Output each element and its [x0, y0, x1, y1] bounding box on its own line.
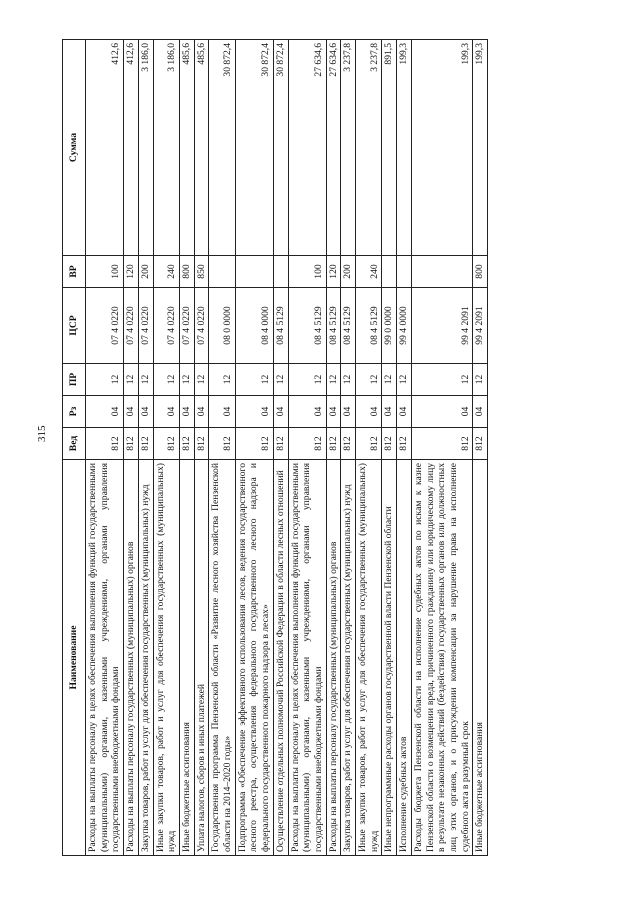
cell-rz: 04: [138, 396, 153, 428]
budget-table-container: [62, 40, 564, 856]
cell-sum: 30 872,4: [235, 40, 273, 256]
cell-sum: 199,3: [397, 40, 412, 256]
cell-vr: [397, 256, 412, 288]
cell-ved: 812: [397, 428, 412, 460]
cell-pr: 12: [341, 364, 356, 396]
cell-name: Осуществление отдельных полномочий Российской Федерации в области лесных отношений: [273, 460, 288, 856]
table-row: [153, 40, 179, 856]
cell-ved: 812: [86, 428, 124, 460]
cell-csr: 07 4 0220: [194, 288, 209, 364]
cell-sum: 27 634,6: [288, 40, 326, 256]
cell-csr: 07 4 0220: [179, 288, 194, 364]
cell-csr: 07 4 0220: [153, 288, 179, 364]
cell-ved: 812: [382, 428, 397, 460]
cell-ved: 812: [341, 428, 356, 460]
cell-sum: 891,5: [382, 40, 397, 256]
cell-pr: 12: [273, 364, 288, 396]
cell-name: Государственная программа Пензенской области «Развитие лесного хозяйства Пензенской области на 2014–2020 годы»: [209, 460, 235, 856]
cell-csr: 08 4 0000: [235, 288, 273, 364]
cell-ved: 812: [124, 428, 139, 460]
cell-name: Расходы на выплаты персоналу государственных (муниципальных) органов: [124, 460, 139, 856]
table-row: [341, 40, 356, 856]
cell-pr: 12: [209, 364, 235, 396]
table-row: [179, 40, 194, 856]
cell-rz: 04: [397, 396, 412, 428]
cell-vr: 100: [86, 256, 124, 288]
cell-vr: [273, 256, 288, 288]
table-row: [138, 40, 153, 856]
header-name: Наименование: [63, 460, 86, 856]
cell-name: Иные бюджетные ассигнования: [473, 460, 488, 856]
cell-sum: 3 186,0: [138, 40, 153, 256]
table-row: [194, 40, 209, 856]
cell-csr: 08 4 5129: [288, 288, 326, 364]
cell-vr: [235, 256, 273, 288]
cell-sum: 199,3: [411, 40, 473, 256]
header-pr: ПР: [63, 364, 86, 396]
cell-ved: 812: [326, 428, 341, 460]
cell-pr: 12: [411, 364, 473, 396]
cell-rz: 04: [179, 396, 194, 428]
cell-ved: 812: [235, 428, 273, 460]
cell-name: Исполнение судебных актов: [397, 460, 412, 856]
cell-ved: 812: [209, 428, 235, 460]
cell-pr: 12: [356, 364, 382, 396]
cell-ved: 812: [473, 428, 488, 460]
cell-name: Подпрограмма «Обеспечение эффективного использования лесов, ведения государственного лесного реестра, осуществления федерального государственного лесного надзора и федерального государственного пожарного надзора в лесах»: [235, 460, 273, 856]
cell-vr: 200: [138, 256, 153, 288]
table-row: [209, 40, 235, 856]
cell-csr: 08 4 5129: [356, 288, 382, 364]
cell-csr: 08 4 5129: [341, 288, 356, 364]
cell-pr: 12: [124, 364, 139, 396]
cell-rz: 04: [473, 396, 488, 428]
cell-sum: 199,3: [473, 40, 488, 256]
table-row: [397, 40, 412, 856]
cell-ved: 812: [194, 428, 209, 460]
cell-rz: 04: [273, 396, 288, 428]
cell-csr: 07 4 0220: [86, 288, 124, 364]
cell-pr: 12: [473, 364, 488, 396]
cell-ved: 812: [356, 428, 382, 460]
cell-rz: 04: [209, 396, 235, 428]
table-row: [235, 40, 273, 856]
cell-rz: 04: [124, 396, 139, 428]
table-header-row: [63, 40, 86, 856]
cell-pr: 12: [235, 364, 273, 396]
cell-rz: 04: [86, 396, 124, 428]
cell-pr: 12: [138, 364, 153, 396]
cell-rz: 04: [356, 396, 382, 428]
cell-sum: 3 237,8: [341, 40, 356, 256]
cell-vr: 240: [356, 256, 382, 288]
header-csr: ЦСР: [63, 288, 86, 364]
cell-vr: 800: [473, 256, 488, 288]
header-sum: Сумма: [63, 40, 86, 256]
cell-vr: 800: [179, 256, 194, 288]
table-row: [273, 40, 288, 856]
cell-ved: 812: [273, 428, 288, 460]
cell-rz: 04: [326, 396, 341, 428]
header-ved: Вед: [63, 428, 86, 460]
cell-sum: 30 872,4: [273, 40, 288, 256]
cell-name: Уплата налогов, сборов и иных платежей: [194, 460, 209, 856]
page-number: 315: [36, 425, 48, 442]
cell-vr: 850: [194, 256, 209, 288]
cell-pr: 12: [288, 364, 326, 396]
cell-pr: 12: [86, 364, 124, 396]
cell-rz: 04: [288, 396, 326, 428]
cell-csr: 08 4 5129: [326, 288, 341, 364]
cell-csr: 08 0 0000: [209, 288, 235, 364]
cell-csr: 99 4 2091: [473, 288, 488, 364]
cell-name: Иные непрограммные расходы органов государственной власти Пензенской области: [382, 460, 397, 856]
cell-name: Расходы бюджета Пензенской области на исполнение судебных актов по искам к казне Пензенской области о возмещении вреда, причиненного гражданину или юридическому лицу в результате незаконных действий (бездействия) государственных органов или должностных лиц этих органов, и о присуждении компенсации за нарушение права на исполнение судебного акта в разумный срок: [411, 460, 473, 856]
cell-csr: 99 4 0000: [397, 288, 412, 364]
cell-vr: [411, 256, 473, 288]
cell-csr: 99 0 0000: [382, 288, 397, 364]
cell-sum: 412,6: [86, 40, 124, 256]
cell-name: Закупка товаров, работ и услуг для обеспечения государственных (муниципальных) нужд: [341, 460, 356, 856]
cell-ved: 812: [411, 428, 473, 460]
cell-pr: 12: [326, 364, 341, 396]
cell-csr: 07 4 0220: [138, 288, 153, 364]
cell-ved: 812: [288, 428, 326, 460]
cell-name: Закупка товаров, работ и услуг для обеспечения государственных (муниципальных) нужд: [138, 460, 153, 856]
cell-ved: 812: [138, 428, 153, 460]
cell-sum: 485,6: [179, 40, 194, 256]
budget-table: [62, 39, 488, 856]
cell-pr: 12: [194, 364, 209, 396]
cell-rz: 04: [235, 396, 273, 428]
cell-vr: 120: [124, 256, 139, 288]
table-row: [356, 40, 382, 856]
header-rz: Рз: [63, 396, 86, 428]
cell-vr: 240: [153, 256, 179, 288]
cell-rz: 04: [341, 396, 356, 428]
cell-vr: 120: [326, 256, 341, 288]
cell-name: Расходы на выплаты персоналу государственных (муниципальных) органов: [326, 460, 341, 856]
cell-rz: 04: [194, 396, 209, 428]
table-row: [288, 40, 326, 856]
table-row: [473, 40, 488, 856]
cell-csr: 99 4 2091: [411, 288, 473, 364]
cell-pr: 12: [382, 364, 397, 396]
cell-sum: 3 186,0: [153, 40, 179, 256]
cell-rz: 04: [382, 396, 397, 428]
cell-rz: 04: [411, 396, 473, 428]
cell-vr: 100: [288, 256, 326, 288]
cell-pr: 12: [153, 364, 179, 396]
cell-name: Расходы на выплаты персоналу в целях обеспечения выполнения функций государственными (муниципальными) органами, казенными учреждениями, органами управления государственными внебюджетными фондами: [86, 460, 124, 856]
cell-name: Расходы на выплаты персоналу в целях обеспечения выполнения функций государственными (муниципальными) органами, казенными учреждениями, органами управления государственными внебюджетными фондами: [288, 460, 326, 856]
cell-name: Иные бюджетные ассигнования: [179, 460, 194, 856]
table-row: [411, 40, 473, 856]
cell-vr: [209, 256, 235, 288]
cell-vr: 200: [341, 256, 356, 288]
cell-name: Иные закупки товаров, работ и услуг для обеспечения государственных (муниципальных) нужд: [356, 460, 382, 856]
cell-rz: 04: [153, 396, 179, 428]
table-row: [382, 40, 397, 856]
cell-ved: 812: [153, 428, 179, 460]
table-row: [86, 40, 124, 856]
table-row: [326, 40, 341, 856]
cell-vr: [382, 256, 397, 288]
header-vr: ВР: [63, 256, 86, 288]
cell-sum: 30 872,4: [209, 40, 235, 256]
cell-sum: 412,6: [124, 40, 139, 256]
cell-name: Иные закупки товаров, работ и услуг для обеспечения государственных (муниципальных) нужд: [153, 460, 179, 856]
table-row: [124, 40, 139, 856]
cell-sum: 3 237,8: [356, 40, 382, 256]
cell-sum: 485,6: [194, 40, 209, 256]
cell-pr: 12: [179, 364, 194, 396]
cell-csr: 07 4 0220: [124, 288, 139, 364]
cell-ved: 812: [179, 428, 194, 460]
cell-sum: 27 634,6: [326, 40, 341, 256]
cell-csr: 08 4 5129: [273, 288, 288, 364]
cell-pr: 12: [397, 364, 412, 396]
